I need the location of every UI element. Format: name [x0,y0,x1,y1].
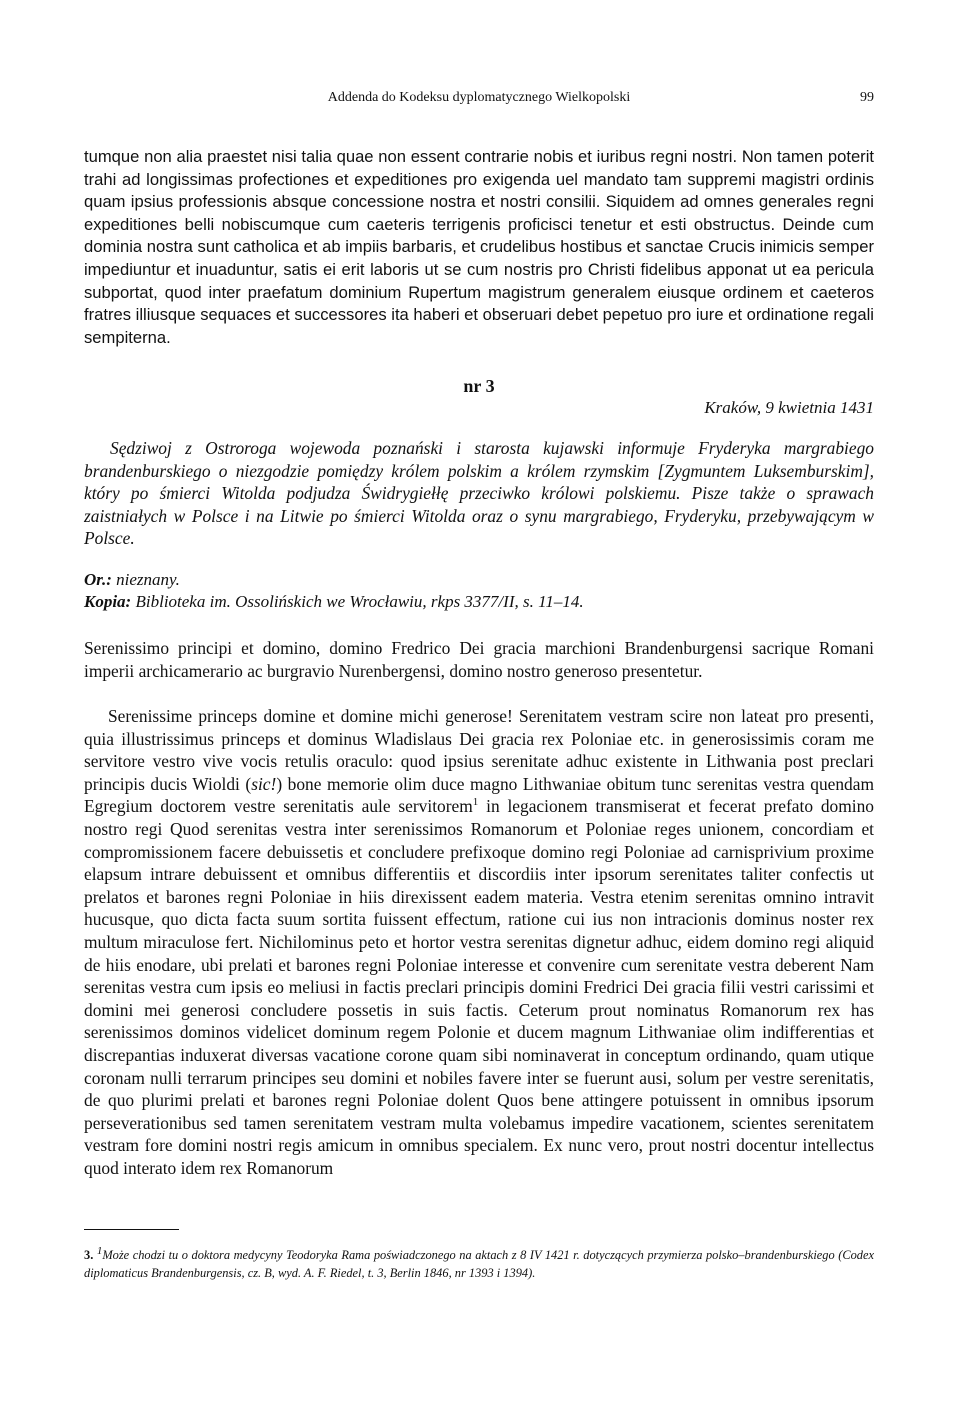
letter-body-part1: Serenissime princeps domine et domine michi generose! Serenitatem vestram scire non lateat pro presenti, quia illustrissimus princeps et dominus Wladislaus Dei gracia rex Poloniae etc. in generosissimis coram me servitore vestro vive vocis retulis oraculo: quod ipsius serenitate adhuc existente in Lithwania post preclari principis ducis Wioldi ( [84,706,874,794]
sic-note: sic! [251,773,277,794]
footnote-reference: 1 [472,796,479,809]
copy-line [84,592,584,612]
letter-body-part2: ) bone memorie olim duce magno Lithwaniae obitum tunc serenitas vestra quendam Egregium doctorem vestre serenitatis aule servitorem [84,773,874,817]
footnote-divider [84,1229,179,1230]
letter-body [84,705,874,1179]
footnote-text: Może chodzi tu o doktora medycyny Teodoryka Rama poświadczonego na aktach z 8 IV 1421 r. dotyczących przymierza polsko–brandenburskiego (Codex diplomaticus Brandenburgensis, cz. B, wyd. A. F. Riedel, t. 3, Berlin 1846, nr 1393 i 1394). [84,1248,874,1280]
letter-body-part3: in legacionem transmiserat et fecerat prefato domino nostro regi Quod serenitas vestra inter serenissimos Romanorum et Poloniae reges unionem, concordiam et compromissionem facere debuissetis et concludere prefixoque domino regi Poloniae ad carnisprivium proxime elapsum intrare debuissent et omnibus differentiis et discordiis inter ipsorum serenitates taliter confectis ut prelatos et barones regni Poloniae in hiis direxissent eadem materia. Vestra etenim serenitas omnino intravit hucusque, quo dicta facta suum sortita fuissent effectum, ratione cui ius non intracionis dominus noster rex multum miraculose fert. Nichilominus peto et hortor vestra serenitas dignetur adhuc, eidem domino regi aliquid de hiis enodare, ubi prelati et barones regni Poloniae interesse et convenire cum serenitate vestra deberent Nam serenitas vestra cum ipsis eo meliusi in factis preclari principis domini Fredrici Dei gracia filii vestri carissimi et domini mei generosi concludere possetis in suis factis. Ceterum prout nominatus Romanorum rex has serenissimos dominos videlicet dominum regem Polonie et ducem magnum Lithwaniae olim indifferentias et discrepantias induxerat diversas vacatione corone quam sibi nominaverat in conceptum ordinando, quam utique coronam nulli terrarum principes seu domini et nobiles favere inter se fuerunt ausi, solum per vestre serenitatis, de quo plurimi prelati et barones regni Poloniae dolent Quos bene attingere potuissent in omnibus ipsorum perseverationibus sed tamen serenitatem vestram multa volebamus impedire vacationem, scientes serenitatem vestram fore domini nostri regis amicum in omnibus specialem. Ex nunc vero, prout nostri docentur intellectus quod interato idem rex Romanorum [84,796,874,1178]
footnote-number: 3. [84,1248,94,1262]
running-title: Addenda do Kodeksu dyplomatycznego Wielkopolski [327,90,631,105]
address-paragraph: Serenissimo principi et domino, domino Fredrico Dei gracia marchioni Brandenburgensi sacrique Romani imperii archicamerario ac burgravio Nurenbergensi, domino nostro generoso presentetur. [84,638,874,681]
place-date: Kraków, 9 kwietnia 1431 [704,398,874,417]
copy-value: Biblioteka im. Ossolińskich we Wrocławiu, rkps 3377/II, s. 11–14. [135,592,584,611]
original-line [84,570,180,590]
previous-document-text: tumque non alia praestet nisi talia quae non essent contrarie nobis et iuribus regni nostri. Non tamen poterit trahi ad longissimas profectiones et expeditiones pro exigenda uel mandato tam suppremi magistri ordinis quam ipsius professionis absque concessione nostra et nostri consilii. Siquidem ad omnes generales regni expeditiones belli nobiscumque cum caeteris terrigenis proficisci tenetur et esti obstructus. Deinde cum dominia nostra sunt catholica et ab impiis barbaris, et crudelibus hostibus et sanctae Crucis inimicis semper impediuntur et inuaduntur, satis ei erit laboris ut se cum nostris pro Christi fidelibus apponat ut ea pericula subportat, quod inter praefatum dominium Rupertum magistrum generalem eiusque ordinem et caeteros fratres illiusque sequaces et successores ita haberi et obseruari debet pepetuo pro iure et ordinatione regali sempiterna. [84,147,874,347]
page-number: 99 [860,90,874,105]
footnote [84,1246,874,1282]
footnote-marker: 1 [96,1244,103,1257]
page-header [84,90,874,110]
original-label: Or.: [84,570,112,589]
original-value: nieznany. [116,570,180,589]
document-number: nr 3 [463,376,495,396]
copy-label: Kopia: [84,592,132,611]
regest: Sędziwoj z Ostroroga wojewoda poznański i starosta kujawski informuje Fryderyka margrabiego brandenburskiego o niezgodzie pomiędzy królem polskim a królem rzymskim [Zygmuntem Luksemburskim], który po śmierci Witolda podjudza Świdrygiełłę przeciwko królowi polskiemu. Pisze także o sprawach zaistniałych w Polsce i na Litwie po śmierci Witolda oraz o synu margrabiego, Fryderyku, przebywającym w Polsce. [84,438,874,549]
